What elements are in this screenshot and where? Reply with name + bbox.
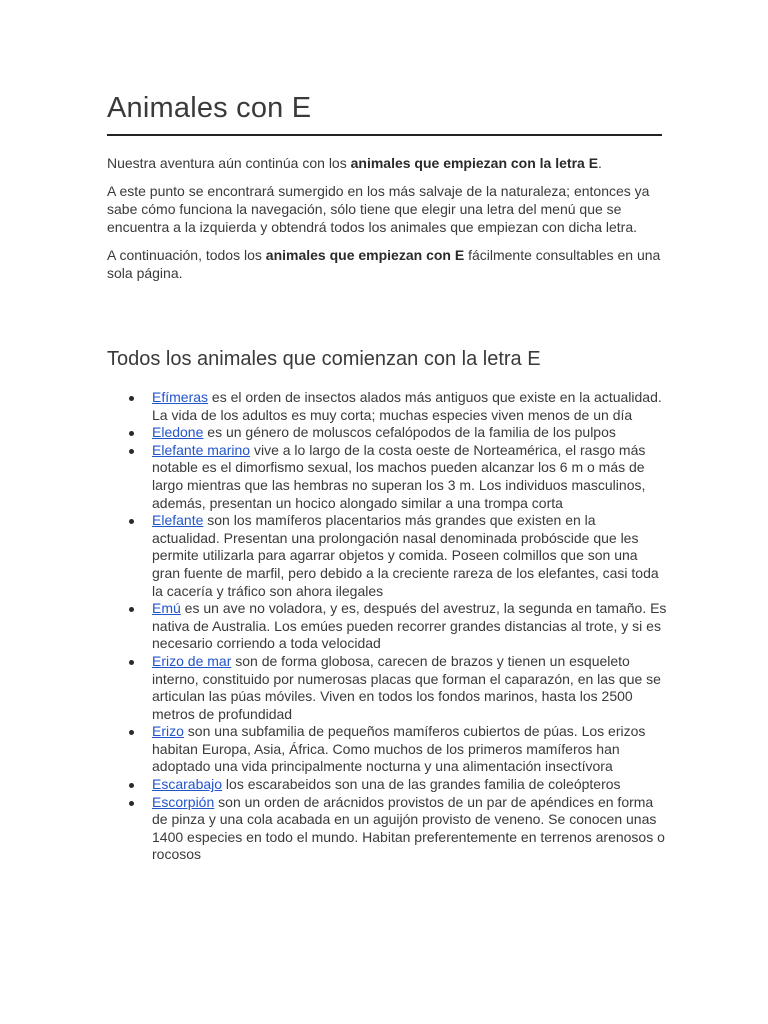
animal-description: son de forma globosa, carecen de brazos y tienen un esqueleto interno, constituido por numerosas placas que forman el caparazón, en las que se articulan las púas móviles. Viven en todos los fondos marinos, hasta los 2500 metros de profundidad bbox=[152, 652, 661, 722]
list-item bbox=[107, 776, 667, 794]
intro-p1-text: Nuestra aventura aún continúa con los bbox=[107, 155, 351, 171]
animal-link-elefante-marino[interactable]: Elefante marino bbox=[152, 441, 251, 458]
intro-paragraph-2: A este punto se encontrará sumergido en los más salvaje de la naturaleza; entonces ya sabe cómo funciona la navegación, sólo tiene que elegir una letra del menú que se encuentra a la izquierda y obtendrá todos los animales que empiezan con dicha letra. bbox=[107, 183, 650, 235]
list-item bbox=[107, 794, 667, 864]
animal-link-eledone[interactable]: Eledone bbox=[152, 424, 204, 441]
animal-link-escorpion[interactable]: Escorpión bbox=[152, 793, 215, 810]
animal-description: vive a lo largo de la costa oeste de Norteamérica, el rasgo más notable es el dimorfismo sexual, los machos pueden alcanzar los 6 m o más de largo mientras que las hembras no superan los 3 m. Los individuos masculinos, además, presentan un hocico alongado similar a una trompa corta bbox=[152, 441, 646, 511]
animal-link-escarabajo[interactable]: Escarabajo bbox=[152, 776, 223, 793]
bullet-icon bbox=[129, 730, 134, 735]
bullet-icon bbox=[129, 431, 134, 436]
bullet-icon bbox=[129, 519, 134, 524]
animal-description: son un orden de arácnidos provistos de un par de apéndices en forma de pinza y una cola acabada en un aguijón provisto de veneno. Se conocen unas 1400 especies en todo el mundo. Habitan preferentemente en terrenos arenosos o rocosos bbox=[152, 793, 665, 863]
bullet-icon bbox=[129, 607, 134, 612]
list-item bbox=[107, 424, 667, 442]
page-title: Animales con E bbox=[107, 92, 312, 124]
animal-description: es el orden de insectos alados más antiguos que existe en la actualidad. La vida de los adultos es muy corta; muchas especies viven menos de un día bbox=[152, 389, 662, 423]
intro-paragraph-3 bbox=[107, 246, 662, 282]
bullet-icon bbox=[129, 396, 134, 401]
list-item bbox=[107, 389, 667, 424]
bullet-icon bbox=[129, 660, 134, 665]
title-divider bbox=[107, 134, 662, 136]
list-item bbox=[107, 512, 667, 600]
bullet-icon bbox=[129, 801, 134, 806]
animal-description: son los mamíferos placentarios más grandes que existen en la actualidad. Presentan una prolongación nasal denominada probóscide que les permite utilizarla para agarrar objetos y comida. Poseen colmillos que son una gran fuente de marfil, pero debido a la creciente rareza de los elefantes, casi toda la cacería y tráfico son ahora ilegales bbox=[152, 512, 659, 599]
intro-p3-bold: animales que empiezan con E bbox=[265, 247, 465, 263]
animal-description: es un ave no voladora, y es, después del avestruz, la segunda en tamaño. Es nativa de Australia. Los emúes pueden recorrer grandes distancias al trote, y si es necesario corriendo a toda velocidad bbox=[152, 600, 667, 652]
list-item bbox=[107, 653, 667, 723]
intro-p1-bold: animales que empiezan con la letra E bbox=[350, 155, 599, 171]
intro-p3-text: A continuación, todos los bbox=[107, 247, 266, 263]
animal-description: los escarabeidos son una de las grandes familia de coleópteros bbox=[222, 776, 621, 793]
animal-link-emu[interactable]: Emú bbox=[152, 600, 181, 617]
list-item bbox=[107, 600, 667, 653]
list-item bbox=[107, 442, 667, 512]
animal-description: es un género de moluscos cefalópodos de la familia de los pulpos bbox=[203, 424, 616, 441]
animal-link-erizo[interactable]: Erizo bbox=[152, 723, 184, 740]
animal-link-erizo-de-mar[interactable]: Erizo de mar bbox=[152, 652, 232, 669]
intro-paragraph-1 bbox=[107, 154, 662, 172]
animal-link-elefante[interactable]: Elefante bbox=[152, 512, 204, 529]
intro-p3-end: fácilmente consultables en una sola página. bbox=[107, 247, 661, 281]
bullet-icon bbox=[129, 449, 134, 454]
intro-section bbox=[107, 154, 662, 292]
intro-p1-end: . bbox=[598, 155, 602, 171]
bullet-icon bbox=[129, 783, 134, 788]
list-item bbox=[107, 723, 667, 776]
animal-list bbox=[107, 389, 667, 864]
animal-description: son una subfamilia de pequeños mamíferos cubiertos de púas. Los erizos habitan Europa, Asia, África. Como muchos de los primeros mamíferos han adoptado una vida principalmente nocturna y una alimentación insectívora bbox=[152, 723, 646, 775]
section-heading: Todos los animales que comienzan con la letra E bbox=[107, 348, 541, 370]
animal-link-efimeras[interactable]: Efímeras bbox=[152, 389, 209, 405]
